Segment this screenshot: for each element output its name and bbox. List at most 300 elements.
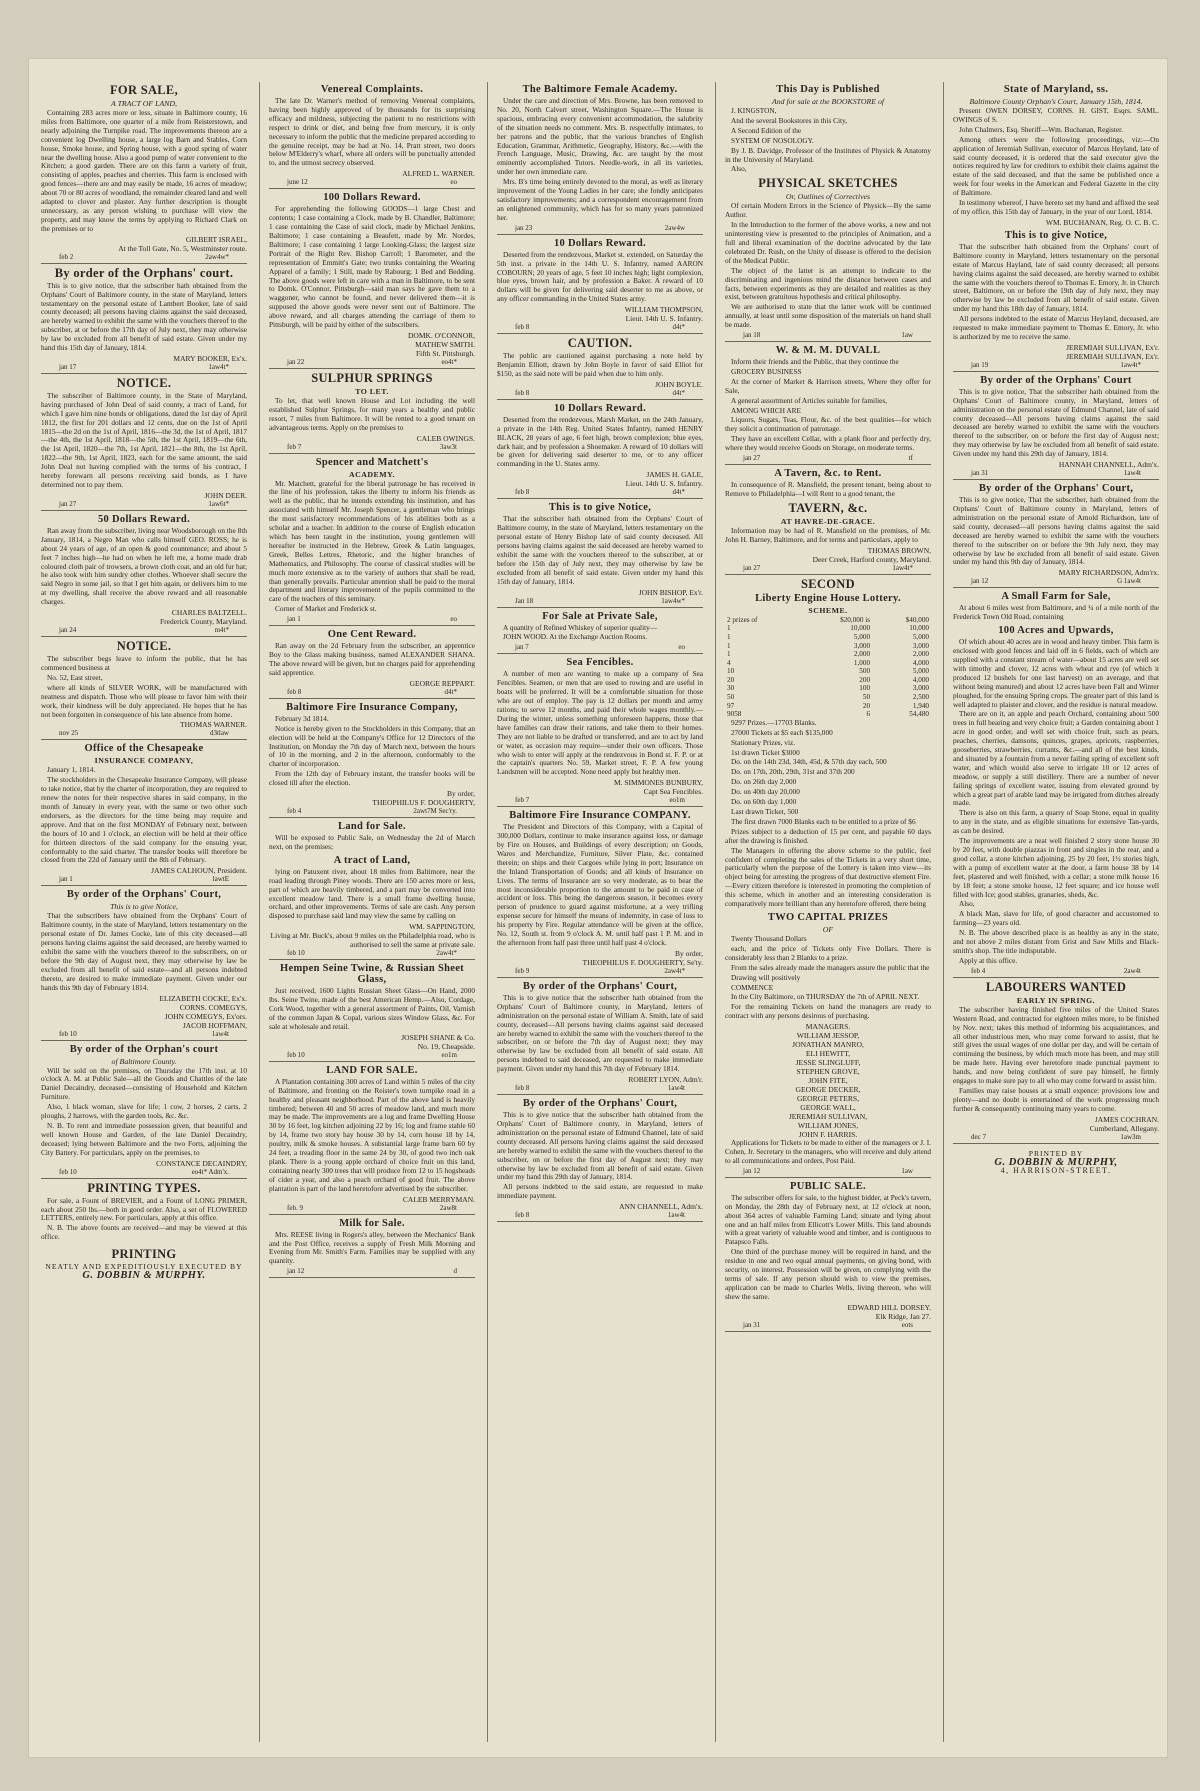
ad-date: jan 1 xyxy=(287,615,301,624)
ad-paragraph: Under the care and direction of Mrs. Browne, has been removed to No. 20, North Calvert street, Washington Square.—The House is spacious, embracing every convenient accommodation, the salubrity of the situation needs no comment. Mrs. B. respectfully intimates, to her patrons and the public, that the various branches of English Education, Grammar, Arithmetic, Geography, History, &c.—with the French Language, Music, Drawing, &c. are taught by the most eminently accomplished Tutors. Needle-work, in all its varieties, under her own immediate care. xyxy=(497,96,703,177)
ad-heading: For Sale at Private Sale, xyxy=(542,610,658,622)
ad-heading: Spencer and Matchett's xyxy=(315,456,429,468)
advertisement xyxy=(269,372,475,454)
ad-paragraph: There are on it, an apple and peach Orchard, containing about 500 trees in full bearing and very choice fruit; a Garden containing about 1 acre in good order, and well set with choice fruit, such as pears, peaches, cherries, damsons, quinces, grapes, apricots, raspberries, gooseberries, strawberries, currants, &c.—and all of the best kinds, and situated by a fountain from a never failing spring of excellent soft water, and which would also serve to irrigate 10 or 12 acres of meadow, or supply a still distillery. There are a number of never failing springs of excellent water, issuing from elevated ground by which a great part of arable land may be irrigated from ditches already made. xyxy=(953,709,1159,808)
ad-insertion-mark: 1aw4t* xyxy=(1120,360,1141,369)
advertisement xyxy=(953,230,1159,372)
ad-paragraph: In consequence of R. Mansfield, the present tenant, being about to Remove to Philadelphia—I will Rent to a good tenant, the xyxy=(725,480,931,498)
prize-cell: 97 xyxy=(727,701,735,710)
prize-cell: 1 xyxy=(727,632,731,641)
ad-paragraph: Inform their friends and the Public, that they continue the xyxy=(731,357,899,367)
ad-heading: W. & M. M. DUVALL xyxy=(775,345,881,357)
ad-dateline xyxy=(41,729,247,740)
ad-insertion-mark: eo4t* Adm'x. xyxy=(191,1167,229,1176)
ad-paragraph: Deserted from the rendezvous, Market st. extended, on Saturday the 5th inst. a private in the 14th U. S. Infantry, named AARON COBOURN; 20 years of age, 5 feet 10 inches high; light complexion, blue eyes, brown hair, and by profession a Baker. A reward of 10 dollars will be given for delivering said deserter to me as above, or any officer commanding in the United States army. xyxy=(497,249,703,304)
ad-signature: JAMES H. GALE, Lieut. 14th U. S. Infantry. xyxy=(625,470,703,489)
prize-cell: 3,000 xyxy=(912,684,929,693)
ad-signature: M. SIMMONES BUNBURY, Capt Sea Fencibles. xyxy=(613,778,703,797)
ad-paragraph: The public are cautioned against purchasing a note held by Benjamin Elliott, drawn by John Boyle in favor of said Elliot for $150, as the said note will be paid when due to him only. xyxy=(497,351,703,378)
advertisement xyxy=(725,468,931,499)
ad-paragraph: Do. on 17th, 20th, 29th, 31st and 37th 200 xyxy=(731,767,855,777)
ad-paragraph: This is to give notice, that the subscriber hath obtained from the Orphans' Court of Baltimore county, in the state of Maryland, letters testamentary on the personal estate of Lambert Booker, late of said county deceased; all persons having claims against the said deceased, are hereby warned to exhibit the same with the vouchers thereof to the subscriber, at or before the 17th day of July next, they may otherwise by law be excluded from all benefit of said estate. Given under my hand this 15th day of January, 1814. xyxy=(41,280,247,353)
advertisement xyxy=(497,502,703,607)
ad-dateline xyxy=(497,597,703,608)
imprint-line: NEATLY AND EXPEDITIOUSLY EXECUTED BY xyxy=(45,1262,243,1272)
prize-cell: 5,000 xyxy=(912,632,929,641)
ad-paragraph: Stationary Prizes, viz. xyxy=(731,737,796,747)
advertisement xyxy=(41,514,247,637)
prize-cell: 5,000 xyxy=(912,667,929,676)
advertisement xyxy=(41,267,247,374)
advertisement xyxy=(269,821,475,852)
ad-paragraph: The improvements are a neat well finished 2 story stone house 30 by 20 feet, with double piazzas in front and singles in the rear, and a good cellar, a stone kitchen adjoining, 25 by 20 feet, 1½ stories high, with a pump of excellent water at the door, a farm house 38 by 14 feet, plastered and well finished, with a cellar; a stone milk house 16 by 18 feet; a stone smoke house, 12 feet square; and ice house well filled with Ice; good stables, granaries, sheds, &c. xyxy=(953,836,1159,899)
ad-dateline xyxy=(269,615,475,626)
ad-subheading: AT HAVRE-DE-GRACE. xyxy=(780,516,876,526)
ad-paragraph: There is also on this farm, a quarry of Soap Stone, equal in quality to any in the state, and as eligible situations for extensive Tan-yards, as can be desired. xyxy=(953,808,1159,836)
ad-heading: By order of the Orphans' Court, xyxy=(978,483,1134,495)
ad-paragraph: Also, xyxy=(959,899,975,909)
ad-paragraph: From the sales already made the managers assure the public that the xyxy=(731,962,930,972)
advertisement xyxy=(269,855,475,960)
ad-paragraph: GROCERY BUSINESS xyxy=(731,366,802,376)
advertisement xyxy=(725,912,931,1178)
imprint-line: PRINTED BY xyxy=(1028,1148,1084,1158)
ad-paragraph: The first drawn 7000 Blanks each to be entitled to a prize of $6 xyxy=(731,816,916,826)
ad-dateline xyxy=(725,454,931,465)
ad-date: feb. 9 xyxy=(287,1203,303,1212)
ad-paragraph: N. B. The above described place is as healthy as any in the state, and not above 2 miles distant from Grist and Saw Mills and Black-smith's shop. The title indisputable. xyxy=(953,928,1159,955)
ad-dateline xyxy=(953,1133,1159,1144)
ad-subheading: TO LET. xyxy=(355,386,389,396)
ad-paragraph: N. B. To rent and immediate possession given, that beautiful and well known House and Garden, of the late Daniel Decaindry, deceased; lying between Baltimore and the two Forts, adjoining the City Battery. For particulars, apply on the premises, to xyxy=(41,1120,247,1157)
ad-paragraph: The subscriber offers for sale, to the highest bidder, at Peck's tavern, on Monday, the 28th day of February next, at 12 o'clock at noon, about 364 acres of valuable Farming Land; situate and lying about one and an half miles from Ellicott's Lower Mills. This land abounds with a great variety of valuable wood and timber, and is contiguous to Patapsco Falls. xyxy=(725,1192,931,1247)
ad-paragraph: N. B. The above founts are received—and may be viewed at this office. xyxy=(41,1223,247,1242)
ad-paragraph: A general assortment of Articles suitable for families, xyxy=(731,395,888,405)
ad-paragraph: No. 52, East street, xyxy=(47,672,103,682)
ad-heading: Office of the Chesapeake xyxy=(84,743,204,755)
ad-paragraph: For the remaining Tickets on hand the managers are ready to contract with any persons desirous of purchasing. xyxy=(725,1002,931,1021)
advertisement xyxy=(269,192,475,369)
ad-date: feb 8 xyxy=(515,1084,530,1093)
ad-paragraph: That the subscribers have obtained from the Orphans' Court of Baltimore county, in the state of Maryland, letters testamentary on the personal estate of Dr. James Cocke, late of this city deceased—all persons having claims against the said deceased, are hereby warned to exhibit the same with the vouchers thereof to the subscribers, on or before the 9th day of August next, they may otherwise by law be excluded from all benefit of said estate—and all persons indebted thereto, are desired to make immediate payment. Given under our hands this 9th day of February 1814. xyxy=(41,911,247,992)
ad-signature: ELIZABETH COCKE, Ex'x. CORNS. COMEGYS, JOHN COMEGYS, Ex'ors. JACOB HOFFMAN, xyxy=(159,993,247,1030)
ad-paragraph: Will be exposed to Public Sale, on Wednesday the 2d of March next, on the premises; xyxy=(269,833,475,851)
ad-heading: CAUTION. xyxy=(567,336,633,351)
advertisement xyxy=(725,502,931,575)
ad-paragraph: Mrs. B's time being entirely devoted to the moral, as well as literary improvement of the Young Ladies in her care; she fondly anticipates satisfactory improvements; and a correspondent encouragement from an enlightened community, which has for so many years patronized her. xyxy=(497,177,703,222)
manager-name: ELI HEWITT, xyxy=(805,1049,851,1059)
ad-date: feb 8 xyxy=(515,388,530,397)
ad-heading: LAND FOR SALE. xyxy=(326,1064,418,1076)
ad-heading: TWO CAPITAL PRIZES xyxy=(767,911,889,923)
prize-row xyxy=(725,616,931,625)
ad-signature: GILBERT ISRAEL, At the Toll Gate, No. 5, Westminster route. xyxy=(118,234,247,253)
ad-paragraph: That the subscriber hath obtained from the Orphans' court of Baltimore county in Maryland, letters testamentary on the personal estate of Marcus Hayland, late of said county deceased; all persons having claims against the said deceased, are hereby warned to exhibit the same with the vouchers thereof to Thomas E. Emory, Jr. in Church street, Baltimore, on or before the 19th day of July next, they may otherwise by law be excluded from all benefit of said estate. Given under my hand this 18th day of January, 1814. xyxy=(953,241,1159,314)
ad-dateline xyxy=(269,358,475,369)
ad-signature: GEORGE REPPART. xyxy=(409,678,475,688)
ad-signature: JEREMIAH SULLIVAN, Ex'r. xyxy=(1066,342,1159,352)
ad-dateline xyxy=(497,643,703,654)
prize-row xyxy=(725,693,931,702)
ad-dateline xyxy=(497,1084,703,1095)
advertisement xyxy=(269,963,475,1062)
ad-paragraph: AMONG WHICH ARE xyxy=(731,405,801,415)
ad-signature: JAMES COCHRAN. Cumberland, Allegany. xyxy=(1089,1114,1159,1133)
ad-date: jan 18 xyxy=(743,331,761,340)
advertisement xyxy=(269,702,475,818)
ad-paragraph: Of which about 40 acres are in wood and heavy timber. This farm is enclosed with good fences and laid off in 6 fields, each of which are supplied with a constant stream of water—about 15 acres are well set with timothy and clover, 12 acres with wheat and rye (of which it produced 12 bushels for one last harvest) on an average, and that without being manured) and about 12 acres have been Fall and Winter ploughed, for the ensuing Spring crops. The greater part of this land is well adapted to plaister and clover, and the residue is natural meadow. xyxy=(953,637,1159,709)
ad-paragraph: A quantity of Refined Whiskey of superior quality— xyxy=(503,622,658,632)
prize-cell: 2 prizes of xyxy=(727,615,758,624)
ad-dateline xyxy=(41,875,247,886)
ad-signature: ROBERT LYON, Adm'r. xyxy=(628,1075,703,1085)
ad-insertion-mark: 1aw6t* xyxy=(208,499,229,508)
ad-date: feb 9 xyxy=(515,966,530,975)
ad-heading: 10 Dollars Reward. xyxy=(553,237,646,249)
ad-date: jan 19 xyxy=(971,360,989,369)
manager-name: JOHN FITE, xyxy=(808,1076,848,1086)
ad-date: jan 31 xyxy=(743,1320,761,1329)
advertisement xyxy=(41,1182,247,1243)
ad-paragraph: Also, 1 black woman, slave for life; 1 cow, 2 horses, 2 carts, 2 ploughs, 2 harrows, with the garden tools, &c. &c. xyxy=(41,1102,247,1121)
ad-heading: FOR SALE, xyxy=(110,83,178,97)
ad-paragraph: Prizes subject to a deduction of 15 per cent, and payable 60 days after the drawing is finished. xyxy=(725,826,931,845)
prize-cell: 6 xyxy=(866,710,871,719)
ad-date: jan 23 xyxy=(515,223,533,232)
advertisement xyxy=(497,84,703,235)
ad-date: feb 7 xyxy=(515,796,530,805)
prize-cell: $40,000 xyxy=(905,615,929,624)
ad-paragraph: Twenty Thousand Dollars xyxy=(731,933,807,943)
ad-signature: WILLIAM THOMPSON, Lieut. 14th U. S. Infantry. xyxy=(624,305,703,324)
ad-paragraph: A number of men are wanting to make up a company of Sea Fencibles. Seamen, or men that are used to rowing and are useful in boats will be preferred. It will be a comfortable situation for those who are out of employ. The pay is 12 dollars per month and army rations; to serve 12 months, and paid their whole wages monthly.—During the winter, unless something unforeseen happens, those that have families can draw their rations, and take them to their homes. They are not liable to be drafted or transferred, and are to act by land or water, as occasion may require—under their own officers. Those who wish to enter will apply at the rendezvous in Bond st. F. P. or at the captain's quarters No. 59, Market street, F. P. A few young Landsmen will be accepted. None need apply but healthy men. xyxy=(497,669,703,777)
ad-insertion-mark: eo1m xyxy=(669,796,685,805)
ad-insertion-mark: 2aw4t xyxy=(1123,966,1141,975)
ad-signature: By order, THEOPHILUS F. DOUGHERTY, xyxy=(372,789,475,808)
ad-signature: DOMK. O'CONNOR, MATHEW SMITH. Fifth St. Pittsburgh. xyxy=(408,330,475,358)
ad-heading: SECOND xyxy=(801,576,855,591)
ad-paragraph: The Managers in offering the above scheme to the public, feel confident of completing the sales of the Tickets in a very short time, particularly when the purpose of the Lottery is taken into view—its object being for arresting the progress of that destructive element Fire.—Every citizen therefore is interested in promoting the completion of this scheme, which in another and an interesting consideration is comparatively more brilliant than any heretofore offered, there being xyxy=(725,845,931,909)
ad-insertion-mark: 1aw4t* xyxy=(892,563,913,572)
ad-date: jan 27 xyxy=(743,454,761,463)
ad-paragraph: The subscriber having finished five miles of the United States Western Road, and contracted for eighteen miles more, to be finished by Nov. next; takes this method of informing his acquaintances, and all other industrious men, who may come forward to assist, that he still gives the usual wages of one dollar per day, and will be certain of continuing the business, by which much more has been, and may still be made here. Having ever heretofore made punctual payment to hands, and now being confident of sure pay himself, he firmly engages to make sure pay to all who may come forward to assist him. xyxy=(953,1004,1159,1086)
column-rule xyxy=(715,82,716,1742)
manager-name: WILLIAM JONES, xyxy=(797,1121,859,1131)
advertisement xyxy=(497,810,703,978)
ad-insertion-mark: G 1aw4t xyxy=(1117,577,1141,586)
ad-dateline xyxy=(725,1167,931,1178)
ad-signature: ANN CHANNELL, Adm'x. xyxy=(619,1202,703,1212)
ad-paragraph: By J. B. Davidge, Professor of the Institutes of Physick & Anatomy in the University of Maryland. xyxy=(725,145,931,164)
prize-cell: 1 xyxy=(727,624,731,633)
ad-dateline xyxy=(497,389,703,400)
ad-dateline xyxy=(953,361,1159,372)
ad-date: feb 10 xyxy=(287,1050,305,1059)
ad-signature: JOHN DEER. xyxy=(204,490,247,500)
ad-date: feb 10 xyxy=(59,1029,77,1038)
ad-signature: WM. SAPPINGTON, Living at Mr. Buck's, about 9 miles on the Philadelphia road, who is authorised to sell the same at private sale. xyxy=(270,922,475,950)
ad-heading: State of Maryland, ss. xyxy=(1003,84,1109,95)
ad-dateline xyxy=(41,363,247,374)
ad-heading: A tract of Land, xyxy=(333,854,411,866)
prize-cell: 100 xyxy=(859,684,871,693)
ad-paragraph: The stockholders in the Chesapeake Insurance Company, will please to take notice, that by the charter of incorporation, they are required to renew the notes for their respective shares in said company, in the month of January in every year, with the same or two other such endorsers, as the directors for the time being may require and approve. And that on the first MONDAY of February next, between the hours of 10 and 1 o'clock, an election will be held at their office for thirteen directors of the said company for the ensuing year, conformably to the said charter. The transfer books will therefore be closed from the 22d of January until the 8th of February. xyxy=(41,775,247,865)
ad-insertion-mark: d4t* xyxy=(672,488,685,497)
prize-row xyxy=(725,642,931,651)
ad-dateline xyxy=(497,224,703,235)
ad-paragraph: January 1, 1814. xyxy=(47,765,96,775)
ad-heading: By order of the Orphan's court xyxy=(69,1043,219,1055)
ad-dateline xyxy=(269,688,475,699)
ad-paragraph: All persons indebted to the estate of Marcus Heyland, deceased, are requested to make immediate payment to Thomas E. Emory, Jr. who is authorized by me to receive the same. xyxy=(953,314,1159,341)
ad-insertion-mark: d3tlaw xyxy=(209,729,229,738)
ad-date: feb 8 xyxy=(515,1211,530,1220)
ad-insertion-mark: d xyxy=(453,1267,457,1276)
ad-signature: By order, THEOPHILUS F. DOUGHERTY, Se'ty. xyxy=(582,948,703,967)
prize-cell: 10,000 xyxy=(850,624,871,633)
ad-paragraph: Do. on the 14th 23d, 34th, 45d, & 57th day each, 500 xyxy=(731,757,887,767)
ad-insertion-mark: 2aw4w* xyxy=(205,252,229,261)
ad-insertion-mark: 1aw4t xyxy=(667,1211,685,1220)
advertisement xyxy=(497,981,703,1095)
ad-paragraph: Just received, 1600 Lights Russian Sheet Glass—On Hand, 2000 lbs. Seine Twine, made of the best American Hemp.—Also, Cordage, Cork Wood, together with a general assortment of Paints, Oil, Varnish of the common Japan & Copal, various sizes Window Glass, &c. For sale at wholesale and retail. xyxy=(269,986,475,1031)
ad-heading: LABOURERS WANTED xyxy=(985,979,1127,994)
ad-dateline xyxy=(41,500,247,511)
ad-signature: THOMAS BROWN, Deer Creek, Harford county, Maryland. xyxy=(812,545,931,564)
ad-paragraph: From the 12th day of February instant, the transfer books will be closed till after the election. xyxy=(269,769,475,788)
ad-insertion-mark: 1aw xyxy=(901,1166,913,1175)
ad-dateline xyxy=(953,577,1159,588)
prize-cell: 2,500 xyxy=(912,693,929,702)
prize-cell: 54,480 xyxy=(909,710,929,719)
ad-heading: By order of the Orphans' Court, xyxy=(66,889,222,901)
ad-date: feb 7 xyxy=(287,442,302,451)
ad-paragraph: Apply at this office. xyxy=(959,955,1018,965)
ad-heading: By order of the Orphans' Court, xyxy=(522,1098,678,1110)
managers-list xyxy=(725,1022,931,1139)
ad-heading: PRINTING xyxy=(111,1247,177,1262)
manager-name: GEORGE WALL, xyxy=(800,1103,856,1113)
ad-subheading: Baltimore County Orphan's Court, January 15th, 1814. xyxy=(969,97,1143,106)
ad-paragraph: Will be sold on the premises, on Thursday the 17th inst. at 10 o'clock A. M. at Public Sale—all the Goods and Chattles of the late Daniel Decaindry, deceased—consisting of Household and Kitchen Furniture. xyxy=(41,1065,247,1102)
ad-insertion-mark: 1aw4w* xyxy=(661,596,685,605)
ad-date: jan 27 xyxy=(743,563,761,572)
prize-cell: 3,000 xyxy=(912,641,929,650)
ad-heading: Milk for Sale. xyxy=(339,1217,405,1229)
ad-date: jan 12 xyxy=(971,577,989,586)
newspaper-page xyxy=(28,58,1168,1758)
ad-dateline xyxy=(497,1211,703,1222)
ad-subheading: of Baltimore County. xyxy=(111,1056,177,1066)
ad-paragraph: Applications for Tickets to be made to either of the managers or J. I. Cohen, Jr. Secretary to the managers, who will receive and duly attend to all communications and orders, Post Paid. xyxy=(725,1138,931,1165)
prize-cell: 1,940 xyxy=(912,701,929,710)
advertisement xyxy=(953,981,1159,1144)
advertisement xyxy=(41,377,247,511)
ad-paragraph: For sale, a Fount of BREVIER, and a Fount of LONG PRIMER, each about 250 lbs.—both in good order. Also, a set of FLOWERED LETTERS, entirely new. For particulars, apply at this office. xyxy=(41,1195,247,1223)
ad-paragraph: John Chalmers, Esq. Sheriff—Wm. Buchanan, Register. xyxy=(959,124,1124,134)
ad-paragraph: The subscriber of Baltimore county, in the State of Maryland, having purchased of John Deal of said county, a tract of Land, for which I gave him nine bonds or obligations, dated the 1st day of April 1812, the first for 201 dollars and 12 cents, due on the 1st of April 1815—the 2d on the 1st of April, 1816—the 3d, the 1st of April, 1817—the 4th, the 1st April, 1818—the 5th, the 1st April, 1819—the 6th, the 1st April, 1820—the 7th, 1st April, 1821—the 8th, the 1st April, 1822—the 9th, 1st April, 1823, each for the same amount, the said John Deal not having complied with the terms of his contract, I hereby forewarn all persons receiving said bonds, as I have determined not to pay them. xyxy=(41,390,247,489)
ad-heading: Sea Fencibles. xyxy=(566,657,634,669)
prize-cell: 2,000 xyxy=(912,650,929,659)
ad-insertion-mark: 2aw4t* xyxy=(664,966,685,975)
column-2 xyxy=(269,82,475,1742)
ad-insertion-mark: 1aw4t xyxy=(667,1084,685,1093)
ad-paragraph: Containing 283 acres more or less, situate in Baltimore county, 16 miles from Baltimore, one quarter of a mile from Reisterstown, and nearly adjoining the Turnpike road. The improvements thereon are a convenient log Dwelling house, a large log Barn and Stables, Corn house, Smoke house, and Spring house, with a good spring of water near the dwelling house. Also a good pump of water convenient to the Kitchen; a good garden. There are on this farm a variety of fruit, consisting of apples, peaches and cherries. This farm is enclosed with good fences—there are and may easily be made, 16 acres of meadow; about 70 or 80 acres of woodland, the remainder cleared land and well adapted to clover and plaster. Any further description is thought unnecessary, as any person wishing to purchase will view the property, and may know the terms by applying to Richard Clark on the premises or to xyxy=(41,108,247,233)
ad-insertion-mark: eo xyxy=(450,615,457,624)
ad-paragraph: The object of the latter is an attempt to indicate to the discriminating and ingenious mind the distance between cases and facts, between experiments as they are detailed and realities as they exist, between gratuitous hypothesis and critical philosophy. xyxy=(725,265,931,302)
advertisement xyxy=(497,611,703,655)
ad-heading: TAVERN, &c. xyxy=(788,500,868,515)
ad-date: feb 8 xyxy=(515,488,530,497)
ad-dateline xyxy=(269,1051,475,1062)
ad-insertion-mark: 3aw3t xyxy=(439,442,457,451)
ad-paragraph: 9297 Prizes.—17703 Blanks. xyxy=(731,717,817,727)
ad-paragraph: Corner of Market and Frederick st. xyxy=(275,604,377,614)
ad-paragraph: J. KINGSTON, xyxy=(731,106,777,115)
ad-heading: By order of the Orphans' court. xyxy=(54,265,234,280)
advertisement xyxy=(41,84,247,264)
ad-paragraph: lying on Patuxent river, about 18 miles from Baltimore, near the road leading through Piney woods. There are 150 acres more or less, part of which are heavily timbered, and a part may be converted into excellent meadow land. There is a small frame dwelling house, orchard, and other improvements. Terms of sale are cash. Any person disposed to purchase said land may view the same by calling on xyxy=(269,866,475,921)
ad-date: Jan 18 xyxy=(515,596,534,605)
ad-signature: JEREMIAH SULLIVAN, Ex'r. xyxy=(1066,351,1159,361)
ad-date: jan 17 xyxy=(59,362,77,371)
advertisement xyxy=(269,84,475,189)
ad-insertion-mark: 2aw8t xyxy=(439,1203,457,1212)
prize-cell: 20 xyxy=(862,701,871,710)
ad-paragraph: Liquors, Sugars, Teas, Flour, &c. of the best qualities—for which they solicit a continuation of patronage. xyxy=(725,415,931,434)
advertisement xyxy=(725,578,931,909)
ad-signature: CHARLES BALTZELL. Frederick County, Maryland. xyxy=(160,608,247,627)
ad-dateline xyxy=(41,253,247,264)
ad-insertion-mark: 1aw xyxy=(901,331,913,340)
ad-signature: WM. BUCHANAN, Reg. O. C. B. C. xyxy=(1045,217,1159,227)
ad-date: jan 12 xyxy=(287,1267,305,1276)
column-3 xyxy=(497,82,703,1742)
ad-dateline xyxy=(497,796,703,807)
ad-insertion-mark: 2aw4w xyxy=(664,223,685,232)
ad-paragraph: Deserted from the rendezvous, Marsh Market, on the 24th January, a private in the 14th Reg. United States Infantry, named HENRY BLACK, 28 years of age, 6 feet high, brown complexion; blue eyes, dark hair, and by profession a Shoemaker. A reward of 10 dollars will be given for delivering said deserter to me, or to any officer commanding in the U. States army. xyxy=(497,414,703,469)
ad-subheading: This is to give Notice, xyxy=(110,902,178,912)
ad-insertion-mark: eo xyxy=(678,643,685,652)
prize-cell: 10,000 xyxy=(909,624,929,633)
ad-insertion-mark: eo xyxy=(450,178,457,187)
ad-insertion-mark: eo4t* xyxy=(441,357,457,366)
advertisement xyxy=(725,345,931,465)
prize-row xyxy=(725,676,931,685)
ad-paragraph: Mrs. REESE living in Rogers's alley, between the Mechanics' Bank and the Post Office, receives a supply of Fresh Milk Morning and Evening from Mr. Smith's Farm. Families may be supplied with any quantity. xyxy=(269,1229,475,1266)
ad-insertion-mark: 1aw3m xyxy=(1120,1132,1141,1141)
ad-date: jan 22 xyxy=(287,357,305,366)
column-1 xyxy=(41,82,247,1742)
ad-date: feb 8 xyxy=(287,687,302,696)
column-rule xyxy=(943,82,944,1742)
ad-signature: THOMAS WARNER. xyxy=(180,720,247,730)
ad-paragraph: This is to give notice, That the subscriber hath obtained from the Orphans' Court of Baltimore county, in Maryland, letters of administration on the personal estate of Edmund Channel, late of said county deceased—All persons having claims against the said deceased are hereby warned to exhibit the same with the vouchers thereof to the subscriber, on or before the first day of August next; they may otherwise by law be excluded from all benefit of said estate. Given under my hand this 29th day of January, 1814. xyxy=(953,386,1159,459)
ad-paragraph: That the subscriber hath obtained from the Orphans' Court of Baltimore county, in the state of Maryland, letters testamentary on the personal estate of Henry Bishop late of said county deceased. All persons having claims against the said deceased are hereby warned to exhibit the same with the vouchers thereof to the subscriber, at or before the 15th day of July next, they may otherwise by law be excluded from all benefit of said estate. Given under my hand this 15th day of January, 1814. xyxy=(497,514,703,586)
ad-paragraph: 27000 Tickets at $5 each $135,000 xyxy=(731,727,833,737)
ad-date: feb 4 xyxy=(287,807,302,816)
prize-cell: 1 xyxy=(727,650,731,659)
ad-heading: One Cent Reward. xyxy=(327,629,417,641)
ad-insertion-mark: 2awt7M Sec'ry. xyxy=(413,807,457,816)
column-4 xyxy=(725,82,931,1742)
ad-paragraph: SYSTEM OF NOSOLOGY. xyxy=(731,135,814,145)
prize-row xyxy=(725,702,931,711)
advertisement xyxy=(725,1181,931,1332)
prize-cell: 50 xyxy=(862,693,871,702)
ad-paragraph: They have an excellent Cellar, with a plank floor and perfectly dry, where they would receive Goods on Storage, on moderate terms. xyxy=(725,434,931,453)
ad-paragraph: This is to give notice, That the subscriber, hath obtained from the Orphans' Court of Baltimore county in Maryland, letters of administration on the personal estate of Arnold Richardson, late of said county, deceased—all persons having claims against the said deceased are hereby warned to exhibit the same with the vouchers thereof to the subscriber on or before the 9th July next, they may otherwise by law be excluded from all benefit of said estate. Given under my hand this 9th day of January, 1814. xyxy=(953,495,1159,567)
ad-signature: EDWARD HILL DORSEY. Elk Ridge, Jan 27. xyxy=(847,1302,931,1321)
prize-cell: 4,000 xyxy=(912,658,929,667)
ad-subheading: EARLY IN SPRING. xyxy=(1016,995,1096,1005)
ad-paragraph: A black Man, slave for life, of good character and accustomed to farming—23 years old. xyxy=(953,909,1159,928)
ad-date: feb 2 xyxy=(59,252,74,261)
ad-dateline xyxy=(725,564,931,575)
manager-name: JEREMIAH SULLIVAN, xyxy=(788,1112,868,1122)
advertisement xyxy=(41,1044,247,1179)
ad-paragraph: Information may be had of R. Mansfield on the premises, of Mr. John H. Barney, Baltimore, and for terms and particulars, apply to xyxy=(725,525,931,544)
ad-insertion-mark: d4t* xyxy=(672,323,685,332)
prize-cell: 4,000 xyxy=(912,675,929,684)
ad-heading: Land for Sale. xyxy=(338,821,406,833)
ad-paragraph: Last drawn Ticket, 500 xyxy=(731,807,799,816)
ad-heading: 10 Dollars Reward. xyxy=(553,402,646,414)
column-rule xyxy=(487,82,488,1742)
ad-dateline xyxy=(269,1204,475,1215)
prize-row xyxy=(725,684,931,693)
ad-paragraph: In testimony whereof, I have hereto set my hand and affixed the seal of my office, this 15th day of January, in the year of our Lord, 1814. xyxy=(953,198,1159,216)
ad-paragraph: Ran away on the 2d February from the subscriber, an apprentice Boy to the Glass making business, named ALEXANDER SHANA. The above reward will be given, but no charges paid for apprehending said apprentice. xyxy=(269,641,475,677)
ad-paragraph: At the corner of Market & Harrison streets, Where they offer for Sale, xyxy=(725,376,931,395)
manager-name: WILLIAM JESSOP, xyxy=(796,1031,860,1041)
prize-cell: $20,000 is xyxy=(840,615,871,624)
prize-table xyxy=(725,616,931,719)
advertisement xyxy=(497,403,703,499)
ad-date: jan 7 xyxy=(515,643,529,652)
prize-cell: 4 xyxy=(727,658,731,667)
ad-signature: JAMES CALHOUN, President. xyxy=(151,866,247,876)
ad-insertion-mark: d4t* xyxy=(444,687,457,696)
ad-paragraph: At about 6 miles west from Baltimore, and ¼ of a mile north of the Frederick Town Old Road, containing xyxy=(953,603,1159,622)
advertisement xyxy=(953,1150,1159,1177)
imprint-line: G. DOBBIN & MURPHY. xyxy=(82,1270,206,1282)
ad-signature: JOHN BISHOP, Ex'r. xyxy=(638,587,703,597)
ad-paragraph: Ran away from the subscriber, living near Woodsborough on the 8th January, 1814, a Negro Man who calls himself GEO. ROSS; he is about 24 years of age, of an open & good countenance; and about 5 feet 7 inches high—he had on when he left me, a home made drab coloured cloth pair of trowsers, a brown cloth coat, and an old fur hat; he also took with him sundry other clothes. Whoever shall secure the said Negro in some jail, so that I get him again, or delivers him to me at my dwelling, shall receive the above reward and all reasonable charges. xyxy=(41,525,247,607)
ad-paragraph: In the Introduction to the former of the above works, a new and not uninteresting view is presented to the principles of Animation, and a full and liberal examination of the doctrine advocated by the late celebrated Dr. Rush, on the Unity of disease is offered to the decision of the Medical Public. xyxy=(725,220,931,265)
ad-signature: CALEB MERRYMAN. xyxy=(402,1194,475,1204)
ad-subheading: A TRACT OF LAND, xyxy=(111,99,177,108)
ad-paragraph: each, and the price of Tickets only Five Dollars. There is considerably less than 2 Blanks to a prize. xyxy=(725,943,931,962)
ad-heading: 50 Dollars Reward. xyxy=(97,513,190,525)
imprint-line: 4, HARRISON-STREET. xyxy=(1000,1166,1112,1176)
advertisement xyxy=(497,337,703,400)
ad-insertion-mark: lawtE xyxy=(212,875,229,884)
printer-imprint xyxy=(41,1248,247,1281)
ad-paragraph: In the City Baltimore, on THURSDAY the 7th of APRIL NEXT. xyxy=(731,992,920,1002)
ad-paragraph: To let, that well known House and Lot including the well established Sulphur Springs, for many years a healthy and public resort, 7 miles from Baltimore. It will be rented to a good tenant on advantageous terms. Apply on the premises to xyxy=(269,395,475,432)
ad-signature: JOSEPH SHANE & Co. No. 19, Cheapside. xyxy=(401,1032,475,1051)
prize-cell: 500 xyxy=(859,667,871,676)
ad-signature: HANNAH CHANNELL, Adm'x. xyxy=(1058,460,1159,470)
advertisement xyxy=(269,629,475,699)
ad-heading: Venereal Complaints. xyxy=(320,84,424,95)
ad-paragraph: Families may raise houses at a small expence: provisions low and plenty—and no doubt is entertained of the work progressing much further & consequently continuing many years to come. xyxy=(953,1085,1159,1113)
ad-heading: 100 Acres and Upwards, xyxy=(998,625,1114,637)
ad-heading: 100 Dollars Reward. xyxy=(323,192,421,204)
ad-paragraph: Do. on 40th day 20,000 xyxy=(731,787,800,797)
ad-paragraph: Notice is hereby given to the Stockholders in this Company, that an election will be held at the Company's Office for 12 Directors of the Institution, on Monday the 7th day of March next, between the hours of 10 in the morning, and 2 in the afternoon, conformably to the charter of incorporation. xyxy=(269,723,475,769)
